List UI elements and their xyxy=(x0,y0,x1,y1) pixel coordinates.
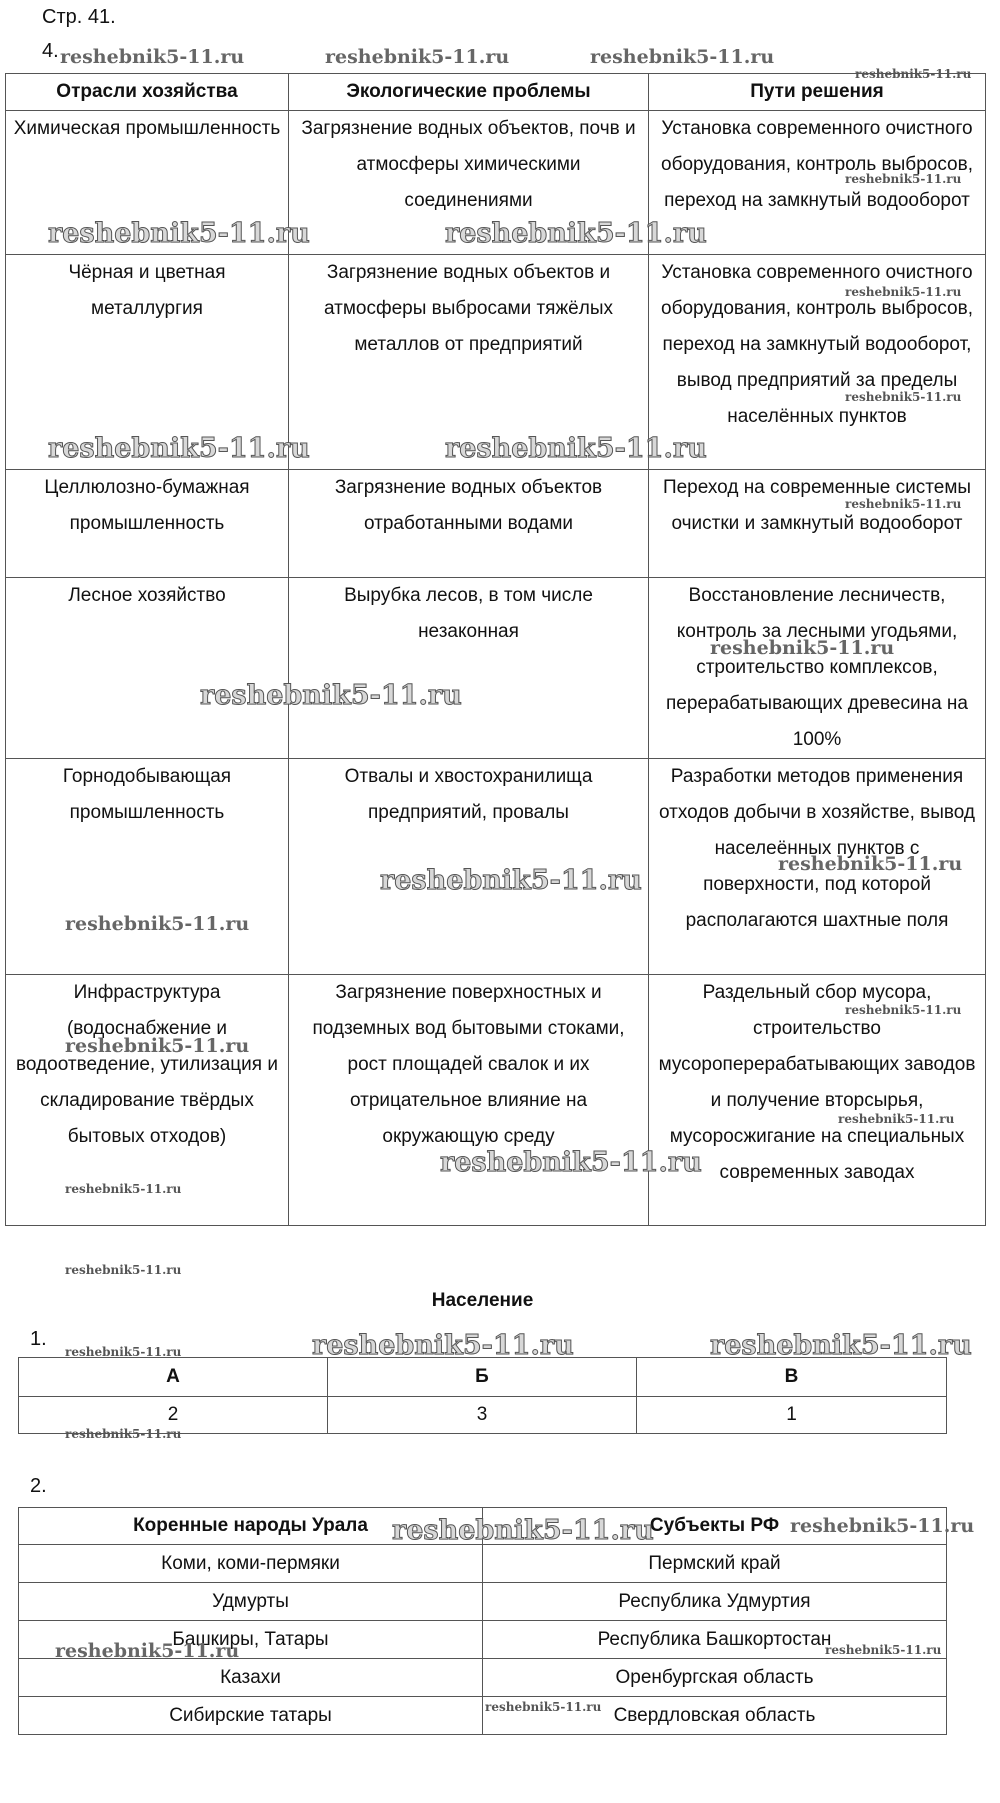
table-cell: Лесное хозяйство xyxy=(6,578,289,759)
watermark: reshebnik5-11.ru xyxy=(392,1515,654,1546)
table-cell: Отвалы и хвостохранилища предприятий, провалы xyxy=(289,759,649,975)
table-cell: Раздельный сбор мусора, строительство мусороперерабатывающих заводов и получение вторсырья, мусоросжигание на специальных современных заводах xyxy=(649,975,986,1226)
table-cell: Казахи xyxy=(19,1659,483,1697)
watermark: reshebnik5-11.ru xyxy=(65,1427,182,1441)
table-cell: Целлюлозно-бумажная промышленность xyxy=(6,470,289,578)
table-row xyxy=(19,1583,947,1621)
page-label: Стр. 41. xyxy=(42,6,116,28)
table-cell: 1 xyxy=(637,1397,947,1434)
watermark: reshebnik5-11.ru xyxy=(485,1700,602,1714)
table-row xyxy=(19,1397,947,1434)
watermark: reshebnik5-11.ru xyxy=(65,1182,182,1196)
watermark: reshebnik5-11.ru xyxy=(590,46,775,68)
task-4-number: 4. xyxy=(42,40,59,62)
watermark: reshebnik5-11.ru xyxy=(855,67,972,81)
table-cell: Удмурты xyxy=(19,1583,483,1621)
watermark: reshebnik5-11.ru xyxy=(845,285,962,299)
task-1-number: 1. xyxy=(30,1328,47,1350)
watermark: reshebnik5-11.ru xyxy=(790,1515,975,1537)
column-header: А xyxy=(19,1358,328,1397)
column-header: Отрасли хозяйства xyxy=(6,74,289,111)
table-cell: Горнодобывающая промышленность xyxy=(6,759,289,975)
watermark: reshebnik5-11.ru xyxy=(825,1643,942,1657)
table-cell: Химическая промышленность xyxy=(6,111,289,255)
table-cell: Республика Башкортостан xyxy=(483,1621,947,1659)
table-cell: Установка современного очистного оборудования, контроль выбросов, переход на замкнутый водооборот, вывод предприятий за пределы населённых пунктов xyxy=(649,255,986,470)
table-cell: Пермский край xyxy=(483,1545,947,1583)
table-cell: Загрязнение водных объектов отработанными водами xyxy=(289,470,649,578)
table-row xyxy=(19,1621,947,1659)
table-row xyxy=(6,470,986,578)
table-row xyxy=(6,578,986,759)
watermark: reshebnik5-11.ru xyxy=(48,218,310,249)
watermark: reshebnik5-11.ru xyxy=(312,1330,574,1361)
table-row xyxy=(19,1545,947,1583)
table-cell: 2 xyxy=(19,1397,328,1434)
column-header: Пути решения xyxy=(649,74,986,111)
column-header: Субъекты РФ xyxy=(483,1508,947,1545)
table-row xyxy=(19,1697,947,1735)
table-row xyxy=(6,975,986,1226)
section-title: Население xyxy=(431,1290,534,1311)
ecology-table xyxy=(5,73,986,1226)
watermark: reshebnik5-11.ru xyxy=(325,46,510,68)
table-cell: Переход на современные системы очистки и замкнутый водооборот xyxy=(649,470,986,578)
column-header: Экологические проблемы xyxy=(289,74,649,111)
table-row xyxy=(19,1659,947,1697)
table-cell: Коми, коми-пермяки xyxy=(19,1545,483,1583)
table-row xyxy=(6,255,986,470)
table-cell: Оренбургская область xyxy=(483,1659,947,1697)
table-cell: Установка современного очистного оборудования, контроль выбросов, переход на замкнутый водооборот xyxy=(649,111,986,255)
watermark: reshebnik5-11.ru xyxy=(845,172,962,186)
column-header: В xyxy=(637,1358,947,1397)
watermark: reshebnik5-11.ru xyxy=(445,433,707,464)
watermark: reshebnik5-11.ru xyxy=(710,1330,972,1361)
table-header-row xyxy=(19,1358,947,1397)
watermark: reshebnik5-11.ru xyxy=(440,1147,702,1178)
watermark: reshebnik5-11.ru xyxy=(845,390,962,404)
column-header: Коренные народы Урала xyxy=(19,1508,483,1545)
watermark: reshebnik5-11.ru xyxy=(838,1112,955,1126)
watermark: reshebnik5-11.ru xyxy=(65,1345,182,1359)
table-header-row xyxy=(6,74,986,111)
table-cell: Загрязнение водных объектов, почв и атмосферы химическими соединениями xyxy=(289,111,649,255)
watermark: reshebnik5-11.ru xyxy=(55,1640,240,1662)
watermark: reshebnik5-11.ru xyxy=(48,433,310,464)
watermark: reshebnik5-11.ru xyxy=(65,1035,250,1057)
watermark: reshebnik5-11.ru xyxy=(778,853,963,875)
watermark: reshebnik5-11.ru xyxy=(65,913,250,935)
table-cell: Инфраструктура (водоснабжение и водоотведение, утилизация и складирование твёрдых бытовых отходов) xyxy=(6,975,289,1226)
table-cell: Восстановление лесничеств, контроль за лесными угодьями, строительство комплексов, перерабатывающих древесина на 100% xyxy=(649,578,986,759)
peoples-table xyxy=(18,1507,947,1735)
watermark: reshebnik5-11.ru xyxy=(710,637,895,659)
table-cell: Свердловская область xyxy=(483,1697,947,1735)
table-cell: Чёрная и цветная металлургия xyxy=(6,255,289,470)
table-cell: Башкиры, Татары xyxy=(19,1621,483,1659)
watermark: reshebnik5-11.ru xyxy=(445,218,707,249)
table-cell: Вырубка лесов, в том числе незаконная xyxy=(289,578,649,759)
watermark: reshebnik5-11.ru xyxy=(380,865,642,896)
table-cell: Разработки методов применения отходов добычи в хозяйстве, вывод населеённых пунктов с поверхности, под которой располагаются шахтные поля xyxy=(649,759,986,975)
table-cell: Загрязнение поверхностных и подземных вод бытовыми стоками, рост площадей свалок и их отрицательное влияние на окружающую среду xyxy=(289,975,649,1226)
table-header-row xyxy=(19,1508,947,1545)
table-cell: Сибирские татары xyxy=(19,1697,483,1735)
watermark: reshebnik5-11.ru xyxy=(60,46,245,68)
watermark: reshebnik5-11.ru xyxy=(65,1263,182,1277)
table-cell: Загрязнение водных объектов и атмосферы выбросами тяжёлых металлов от предприятий xyxy=(289,255,649,470)
table-cell: 3 xyxy=(328,1397,637,1434)
column-header: Б xyxy=(328,1358,637,1397)
table-row xyxy=(6,111,986,255)
table-row xyxy=(6,759,986,975)
watermark: reshebnik5-11.ru xyxy=(845,1003,962,1017)
answer-table-abv xyxy=(18,1357,947,1434)
task-2-number: 2. xyxy=(30,1475,47,1497)
watermark: reshebnik5-11.ru xyxy=(200,680,462,711)
table-cell: Республика Удмуртия xyxy=(483,1583,947,1621)
watermark: reshebnik5-11.ru xyxy=(845,497,962,511)
